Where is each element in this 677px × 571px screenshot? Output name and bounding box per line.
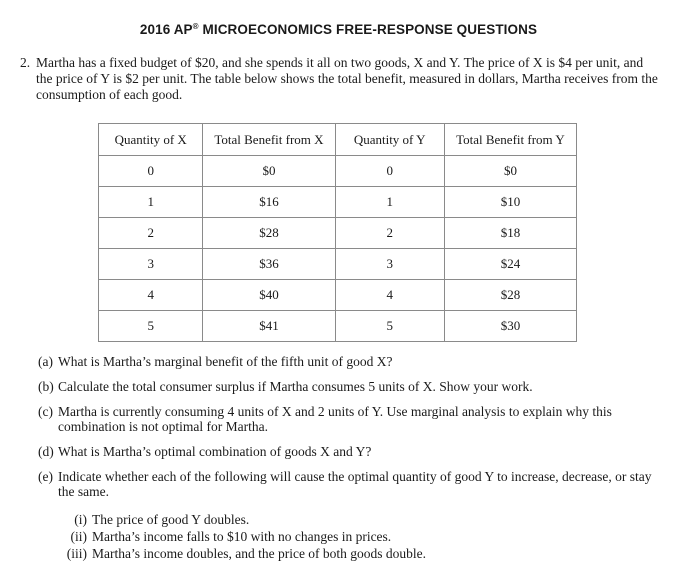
table-row [99,249,577,280]
subpart-iii [58,546,658,561]
cell-benefit-x: $40 [203,280,335,311]
cell-quantity-y: 1 [335,187,444,218]
table-row [99,280,577,311]
cell-benefit-x: $28 [203,218,335,249]
cell-quantity-y: 3 [335,249,444,280]
header-quantity-x: Quantity of X [99,124,203,156]
header-benefit-y: Total Benefit from Y [444,124,576,156]
part-label: (c) [38,404,53,419]
cell-benefit-y: $24 [444,249,576,280]
cell-benefit-y: $30 [444,311,576,342]
subpart-ii [58,529,658,544]
question-intro [20,55,660,103]
subpart-label: (ii) [70,529,87,544]
part-c [38,404,658,434]
question-parts [38,354,658,571]
cell-benefit-x: $36 [203,249,335,280]
cell-benefit-y: $10 [444,187,576,218]
header-benefit-x: Total Benefit from X [203,124,335,156]
part-label: (a) [38,354,53,369]
table-row [99,311,577,342]
page-title-main: 2016 AP [139,22,193,37]
part-text: What is Martha’s marginal benefit of the fifth unit of good X? [58,354,393,369]
subpart-label: (i) [74,512,87,527]
subpart-text: Martha’s income doubles, and the price of both goods double. [92,546,427,561]
subpart-i [58,512,658,527]
part-a [38,354,658,369]
table-row [99,218,577,249]
part-label: (e) [38,469,53,484]
subpart-text: Martha’s income falls to $10 with no changes in prices. [92,529,392,544]
registered-mark: ® [192,22,199,31]
cell-quantity-x: 1 [99,187,203,218]
cell-quantity-y: 5 [335,311,444,342]
part-text: Indicate whether each of the following will cause the optimal quantity of good Y to increase, decrease, or stay the same. [58,469,652,499]
part-text: Martha is currently consuming 4 units of X and 2 units of Y. Use marginal analysis to explain why this combination is not optimal for Martha. [58,404,612,434]
part-d [38,444,658,459]
header-quantity-y: Quantity of Y [335,124,444,156]
cell-benefit-x: $16 [203,187,335,218]
table-header-row [99,124,577,156]
cell-benefit-y: $18 [444,218,576,249]
subparts [58,512,658,561]
cell-quantity-y: 4 [335,280,444,311]
part-text: What is Martha’s optimal combination of goods X and Y? [58,444,372,459]
question-number: 2. [20,55,31,70]
cell-quantity-y: 2 [335,218,444,249]
part-b [38,379,658,394]
subpart-text: The price of good Y doubles. [92,512,250,527]
subpart-label: (iii) [66,546,87,561]
part-label: (b) [38,379,54,394]
cell-quantity-x: 5 [99,311,203,342]
question-text: Martha has a fixed budget of $20, and she spends it all on two goods, X and Y. The price of X is $4 per unit, and the price of Y is $2 per unit. The table below shows the total benefit, measured in dollars, Martha receives from the consumption of each good. [36,55,658,102]
cell-quantity-x: 0 [99,156,203,187]
cell-quantity-y: 0 [335,156,444,187]
table-row [99,187,577,218]
cell-benefit-x: $0 [203,156,335,187]
cell-benefit-y: $28 [444,280,576,311]
cell-benefit-y: $0 [444,156,576,187]
cell-benefit-x: $41 [203,311,335,342]
part-e [38,469,658,561]
page-title-rest: MICROECONOMICS FREE-RESPONSE QUESTIONS [198,22,538,37]
page-title [0,22,677,37]
part-text: Calculate the total consumer surplus if Martha consumes 5 units of X. Show your work. [58,379,533,394]
cell-quantity-x: 4 [99,280,203,311]
table-row [99,156,577,187]
part-label: (d) [38,444,54,459]
cell-quantity-x: 3 [99,249,203,280]
benefit-table [98,123,577,342]
cell-quantity-x: 2 [99,218,203,249]
